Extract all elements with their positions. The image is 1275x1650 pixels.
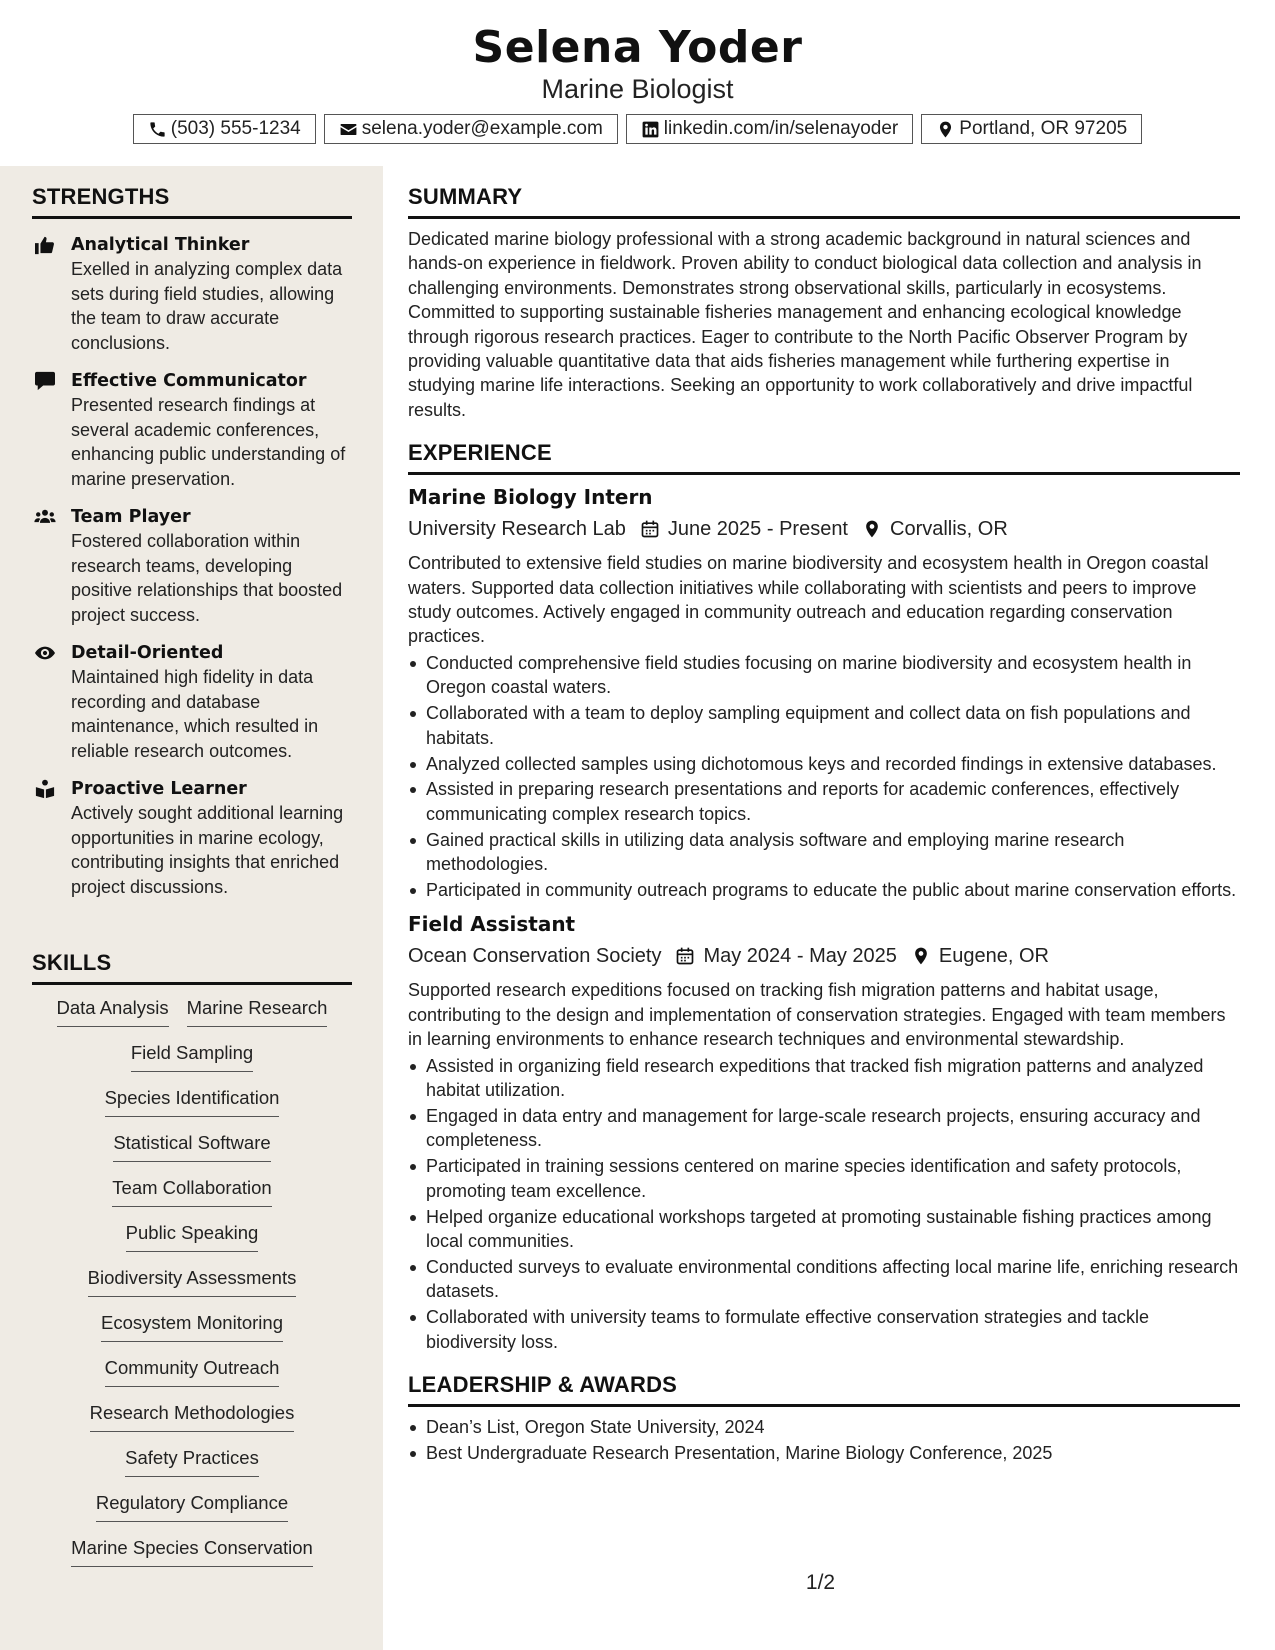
awards-section bbox=[408, 1372, 1240, 1465]
summary-section bbox=[408, 184, 1240, 422]
job-dates: June 2025 - Present bbox=[667, 517, 848, 540]
list-item: Assisted in organizing field research expeditions that tracked fish migration patterns and analyzed habitat utilization. bbox=[408, 1054, 1240, 1103]
strength-desc: Maintained high fidelity in data recording and database maintenance, which resulted in reliable research outcomes. bbox=[71, 667, 319, 761]
resume-header bbox=[0, 0, 1275, 166]
candidate-name: Selena Yoder bbox=[472, 22, 803, 73]
list-item: Assisted in preparing research presentations and reports for academic conferences, effectively communicating complex research topics. bbox=[408, 777, 1240, 826]
eye-icon bbox=[34, 643, 56, 665]
strength-desc: Fostered collaboration within research teams, developing positive relationships that boosted project success. bbox=[71, 531, 343, 625]
email-text: selena.yoder@example.com bbox=[361, 118, 603, 139]
list-item: Collaborated with university teams to formulate effective conservation strategies and tackle biodiversity loss. bbox=[408, 1305, 1240, 1354]
job-entry bbox=[408, 485, 1240, 902]
phone-icon bbox=[148, 120, 167, 139]
candidate-title: Marine Biologist bbox=[541, 74, 734, 104]
strength-item bbox=[32, 777, 352, 899]
skill-tag: Team Collaboration bbox=[112, 1175, 271, 1207]
book-reader-icon bbox=[34, 779, 56, 801]
skill-tag: Data Analysis bbox=[57, 995, 169, 1027]
phone-text: (503) 555-1234 bbox=[170, 118, 301, 139]
calendar-icon bbox=[675, 946, 695, 966]
strength-title: Analytical Thinker bbox=[71, 235, 250, 255]
job-location: Corvallis, OR bbox=[890, 517, 1008, 540]
list-item: Best Undergraduate Research Presentation, Marine Biology Conference, 2025 bbox=[408, 1441, 1240, 1465]
contact-email[interactable] bbox=[324, 114, 618, 144]
skill-tag: Research Methodologies bbox=[90, 1400, 295, 1432]
awards-list bbox=[408, 1415, 1240, 1465]
skill-tag: Biodiversity Assessments bbox=[88, 1265, 297, 1297]
skill-tag: Public Speaking bbox=[126, 1220, 259, 1252]
strength-item bbox=[32, 505, 352, 627]
team-icon bbox=[34, 507, 56, 529]
contact-phone[interactable] bbox=[133, 114, 316, 144]
job-company: Ocean Conservation Society bbox=[408, 944, 662, 967]
contact-linkedin[interactable] bbox=[626, 114, 913, 144]
skill-tag: Safety Practices bbox=[125, 1445, 259, 1477]
sidebar bbox=[0, 166, 383, 1650]
list-item: Conducted comprehensive field studies focusing on marine biodiversity and ecosystem health in Oregon coastal waters. bbox=[408, 651, 1240, 700]
job-description: Supported research expeditions focused on tracking fish migration patterns and habitat usage, contributing to the design and implementation of conservation strategies. Engaged with team members in learning environments to enhance research techniques and environmental stewardship. bbox=[408, 980, 1226, 1050]
skills-section bbox=[32, 950, 352, 1580]
strength-desc: Exelled in analyzing complex data sets during field studies, allowing the team to draw accurate conclusions. bbox=[71, 259, 343, 353]
skill-tag: Species Identification bbox=[105, 1085, 280, 1117]
skill-tag: Marine Research bbox=[187, 995, 328, 1027]
main-content bbox=[408, 166, 1240, 1467]
calendar-icon bbox=[640, 519, 660, 539]
envelope-icon bbox=[339, 120, 358, 139]
experience-section bbox=[408, 440, 1240, 1354]
contact-location[interactable] bbox=[921, 114, 1142, 144]
list-item: Participated in training sessions centered on marine species identification and safety protocols, promoting team excellence. bbox=[408, 1154, 1240, 1203]
location-text: Portland, OR 97205 bbox=[959, 118, 1128, 139]
job-title: Field Assistant bbox=[408, 912, 576, 937]
job-company: University Research Lab bbox=[408, 517, 626, 540]
summary-heading: SUMMARY bbox=[408, 184, 1240, 219]
job-bullets bbox=[408, 1054, 1240, 1354]
strength-item bbox=[32, 233, 352, 355]
skills-heading: SKILLS bbox=[32, 950, 352, 985]
list-item: Helped organize educational workshops targeted at promoting sustainable fishing practices among local communities. bbox=[408, 1205, 1240, 1254]
strength-item bbox=[32, 641, 352, 763]
skill-tag: Regulatory Compliance bbox=[96, 1490, 288, 1522]
awards-heading: LEADERSHIP & AWARDS bbox=[408, 1372, 1240, 1407]
speech-bubble-icon bbox=[34, 371, 56, 393]
map-pin-icon bbox=[936, 120, 955, 139]
strength-item bbox=[32, 369, 352, 491]
list-item: Analyzed collected samples using dichotomous keys and recorded findings in extensive databases. bbox=[408, 752, 1240, 776]
job-location: Eugene, OR bbox=[938, 944, 1049, 967]
job-entry bbox=[408, 912, 1240, 1354]
list-item: Participated in community outreach programs to educate the public about marine conservation efforts. bbox=[408, 878, 1240, 902]
contact-bar bbox=[0, 114, 1275, 144]
job-meta bbox=[408, 942, 1240, 970]
strength-desc: Presented research findings at several academic conferences, enhancing public understanding of marine preservation. bbox=[71, 395, 346, 489]
skill-tag: Statistical Software bbox=[113, 1130, 270, 1162]
skill-tag: Marine Species Conservation bbox=[71, 1535, 313, 1567]
strength-title: Detail-Oriented bbox=[71, 643, 224, 663]
experience-heading: EXPERIENCE bbox=[408, 440, 1240, 475]
linkedin-icon bbox=[641, 120, 660, 139]
strength-title: Proactive Learner bbox=[71, 779, 247, 799]
list-item: Dean’s List, Oregon State University, 2024 bbox=[408, 1415, 1240, 1439]
list-item: Collaborated with a team to deploy sampling equipment and collect data on fish populations and habitats. bbox=[408, 701, 1240, 750]
strength-desc: Actively sought additional learning opportunities in marine ecology, contributing insights that enriched project discussions. bbox=[71, 803, 344, 897]
skill-tag: Field Sampling bbox=[131, 1040, 253, 1072]
map-pin-icon bbox=[911, 946, 931, 966]
job-title: Marine Biology Intern bbox=[408, 485, 653, 510]
job-meta bbox=[408, 515, 1240, 543]
thumbs-up-icon bbox=[34, 235, 56, 257]
skill-tag: Community Outreach bbox=[105, 1355, 280, 1387]
skills-list bbox=[32, 995, 352, 1580]
linkedin-text: linkedin.com/in/selenayoder bbox=[663, 118, 899, 139]
page-number: 1/2 bbox=[805, 1571, 836, 1594]
strength-title: Team Player bbox=[71, 507, 191, 527]
list-item: Engaged in data entry and management for large-scale research projects, ensuring accuracy and completeness. bbox=[408, 1104, 1240, 1153]
map-pin-icon bbox=[862, 519, 882, 539]
list-item: Gained practical skills in utilizing data analysis software and employing marine research methodologies. bbox=[408, 828, 1240, 877]
job-description: Contributed to extensive field studies on marine biodiversity and ecosystem health in Oregon coastal waters. Supported data collection initiatives while collaborating with scientists and peers to improve study outcomes. Actively engaged in community outreach and education regarding conservation practices. bbox=[408, 553, 1209, 647]
strengths-section bbox=[32, 184, 352, 899]
job-dates: May 2024 - May 2025 bbox=[703, 944, 897, 967]
summary-text: Dedicated marine biology professional with a strong academic background in natural sciences and hands-on experience in fieldwork. Proven ability to conduct biological data collection and analysis in challenging environments. Demonstrates strong observational skills, particularly in ecosystems. Committed to supporting sustainable fisheries management and enhancing ecological knowledge through rigorous research practices. Eager to contribute to the North Pacific Observer Program by providing valuable quantitative data that aids fisheries management while furthering expertise in studying marine life interactions. Seeking an opportunity to work collaboratively and drive impactful results. bbox=[408, 229, 1202, 420]
skill-tag: Ecosystem Monitoring bbox=[101, 1310, 283, 1342]
list-item: Conducted surveys to evaluate environmental conditions affecting local marine life, enriching research datasets. bbox=[408, 1255, 1240, 1304]
strength-title: Effective Communicator bbox=[71, 371, 307, 391]
strengths-heading: STRENGTHS bbox=[32, 184, 352, 219]
job-bullets bbox=[408, 651, 1240, 903]
